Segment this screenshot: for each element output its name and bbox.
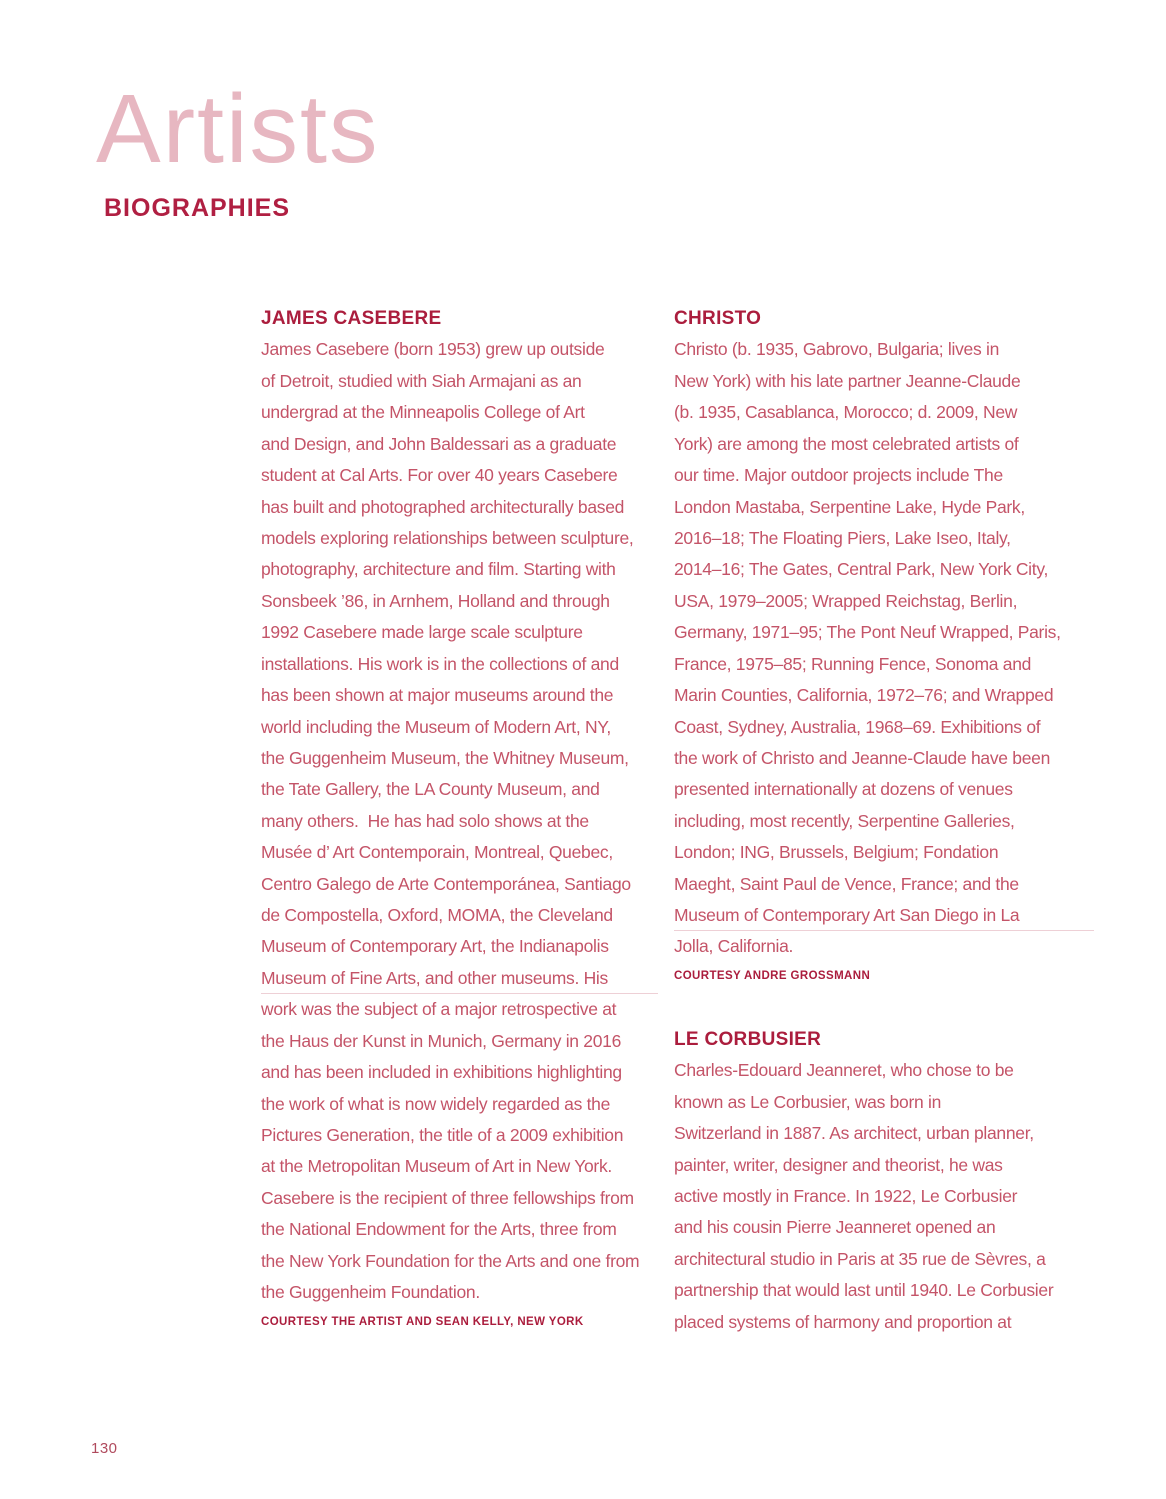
bio-text-line: Marin Counties, California, 1972–76; and Wrapped bbox=[674, 685, 1054, 706]
bio-text-line: the Guggenheim Foundation. bbox=[261, 1282, 480, 1303]
bio-text-line: undergrad at the Minneapolis College of Art bbox=[261, 402, 585, 423]
bio-text-line: Museum of Fine Arts, and other museums. His bbox=[261, 963, 658, 994]
bio-text-line: Charles-Edouard Jeanneret, who chose to be bbox=[674, 1060, 1014, 1081]
bio-text-line: London; ING, Brussels, Belgium; Fondation bbox=[674, 842, 999, 863]
bio-text-line: Maeght, Saint Paul de Vence, France; and the bbox=[674, 873, 1019, 894]
bio-heading: LE CORBUSIER bbox=[674, 1028, 822, 1050]
bio-text-line: Pictures Generation, the title of a 2009 exhibition bbox=[261, 1124, 624, 1145]
bio-text-line: New York) with his late partner Jeanne-Claude bbox=[674, 370, 1021, 391]
column-right bbox=[674, 303, 1094, 1338]
bio-text-line: Musée d’ Art Contemporain, Montreal, Quebec, bbox=[261, 842, 613, 863]
bio-text-line: Christo (b. 1935, Gabrovo, Bulgaria; lives in bbox=[674, 339, 999, 360]
bio-text-line: (b. 1935, Casablanca, Morocco; d. 2009, New bbox=[674, 402, 1018, 423]
bio-text-line: has been shown at major museums around the bbox=[261, 685, 614, 706]
bio-text-line: Germany, 1971–95; The Pont Neuf Wrapped, Paris, bbox=[674, 622, 1061, 643]
bio-text-line: Museum of Contemporary Art, the Indianapolis bbox=[261, 936, 609, 957]
bio-text-line: work was the subject of a major retrospective at bbox=[261, 999, 617, 1020]
bio-text-line: world including the Museum of Modern Art, NY, bbox=[261, 716, 611, 737]
bio-text-line: USA, 1979–2005; Wrapped Reichstag, Berlin, bbox=[674, 590, 1018, 611]
page-subtitle: BIOGRAPHIES bbox=[104, 194, 291, 222]
bio-text-line: Sonsbeek ’86, in Arnhem, Holland and through bbox=[261, 590, 610, 611]
bio-text-line: architectural studio in Paris at 35 rue de Sèvres, a bbox=[674, 1248, 1046, 1269]
bio-text-line: painter, writer, designer and theorist, he was bbox=[674, 1154, 1003, 1175]
bio-text-line: Coast, Sydney, Australia, 1968–69. Exhibitions of bbox=[674, 716, 1041, 737]
bio-text-line: and his cousin Pierre Jeanneret opened an bbox=[674, 1217, 996, 1238]
bio-text-line: at the Metropolitan Museum of Art in New York. bbox=[261, 1156, 612, 1177]
bio-text-line: de Compostella, Oxford, MOMA, the Cleveland bbox=[261, 905, 613, 926]
bio-text-line: Museum of Contemporary Art San Diego in La bbox=[674, 900, 1094, 931]
bio-section bbox=[261, 303, 658, 1330]
bio-text-line: many others. He has had solo shows at the bbox=[261, 810, 589, 831]
bio-text-line: the Tate Gallery, the LA County Museum, and bbox=[261, 779, 600, 800]
bio-heading: CHRISTO bbox=[674, 308, 762, 329]
bio-text-line: 2014–16; The Gates, Central Park, New York City, bbox=[674, 559, 1049, 580]
page-title: Artists bbox=[96, 74, 380, 183]
bio-text-line: 1992 Casebere made large scale sculpture bbox=[261, 622, 583, 643]
bio-text-line: the work of what is now widely regarded as the bbox=[261, 1093, 611, 1114]
bio-text-line: James Casebere (born 1953) grew up outside bbox=[261, 339, 605, 360]
bio-text-line: has built and photographed architecturally based bbox=[261, 496, 625, 517]
bio-text-line: active mostly in France. In 1922, Le Corbusier bbox=[674, 1186, 1018, 1206]
bio-text-line: 2016–18; The Floating Piers, Lake Iseo, Italy, bbox=[674, 527, 1011, 548]
bio-text-line: models exploring relationships between sculpture, bbox=[261, 527, 634, 548]
bio-text-line: and Design, and John Baldessari as a graduate bbox=[261, 433, 617, 454]
bio-text-line: installations. His work is in the collections of and bbox=[261, 653, 619, 674]
bio-text-line: presented internationally at dozens of venues bbox=[674, 779, 1013, 800]
bio-text-line: Switzerland in 1887. As architect, urban planner, bbox=[674, 1123, 1034, 1144]
bio-text-line: London Mastaba, Serpentine Lake, Hyde Park, bbox=[674, 496, 1025, 517]
bio-text-line: Jolla, California. bbox=[674, 936, 794, 957]
page-number: 130 bbox=[91, 1440, 118, 1457]
bio-text-line: partnership that would last until 1940. Le Corbusier bbox=[674, 1280, 1054, 1301]
bio-text-line: the work of Christo and Jeanne-Claude have been bbox=[674, 747, 1051, 768]
bio-text-line: York) are among the most celebrated artists of bbox=[674, 433, 1019, 454]
bio-text-line: the Guggenheim Museum, the Whitney Museum, bbox=[261, 747, 629, 768]
bio-text-line: the New York Foundation for the Arts and one from bbox=[261, 1250, 640, 1271]
bio-text-line: including, most recently, Serpentine Galleries, bbox=[674, 810, 1015, 831]
bio-text-line: our time. Major outdoor projects include The bbox=[674, 465, 1003, 486]
bio-text-line: student at Cal Arts. For over 40 years Casebere bbox=[261, 465, 618, 486]
bio-text-line: the Haus der Kunst in Munich, Germany in 2016 bbox=[261, 1030, 622, 1051]
column-left bbox=[261, 303, 658, 1330]
bio-text-line: the National Endowment for the Arts, three from bbox=[261, 1219, 617, 1240]
bio-text-line: Casebere is the recipient of three fellowships from bbox=[261, 1187, 634, 1208]
bio-text-line: and has been included in exhibitions highlighting bbox=[261, 1062, 622, 1083]
bio-text-line: France, 1975–85; Running Fence, Sonoma and bbox=[674, 653, 1032, 674]
bio-text-line: known as Le Corbusier, was born in bbox=[674, 1091, 942, 1112]
bio-text-line: Centro Galego de Arte Contemporánea, Santiago bbox=[261, 873, 631, 894]
bio-text-line: photography, architecture and film. Starting with bbox=[261, 559, 616, 580]
bio-text-line: of Detroit, studied with Siah Armajani as an bbox=[261, 370, 582, 391]
courtesy-credit: COURTESY THE ARTIST AND SEAN KELLY, NEW YORK bbox=[261, 1315, 584, 1328]
bio-heading: JAMES CASEBERE bbox=[261, 308, 442, 329]
bio-section bbox=[674, 1024, 1094, 1338]
courtesy-credit: COURTESY ANDRE GROSSMANN bbox=[674, 969, 871, 982]
bio-text-line: placed systems of harmony and proportion at bbox=[674, 1311, 1012, 1332]
bio-section bbox=[674, 303, 1094, 984]
